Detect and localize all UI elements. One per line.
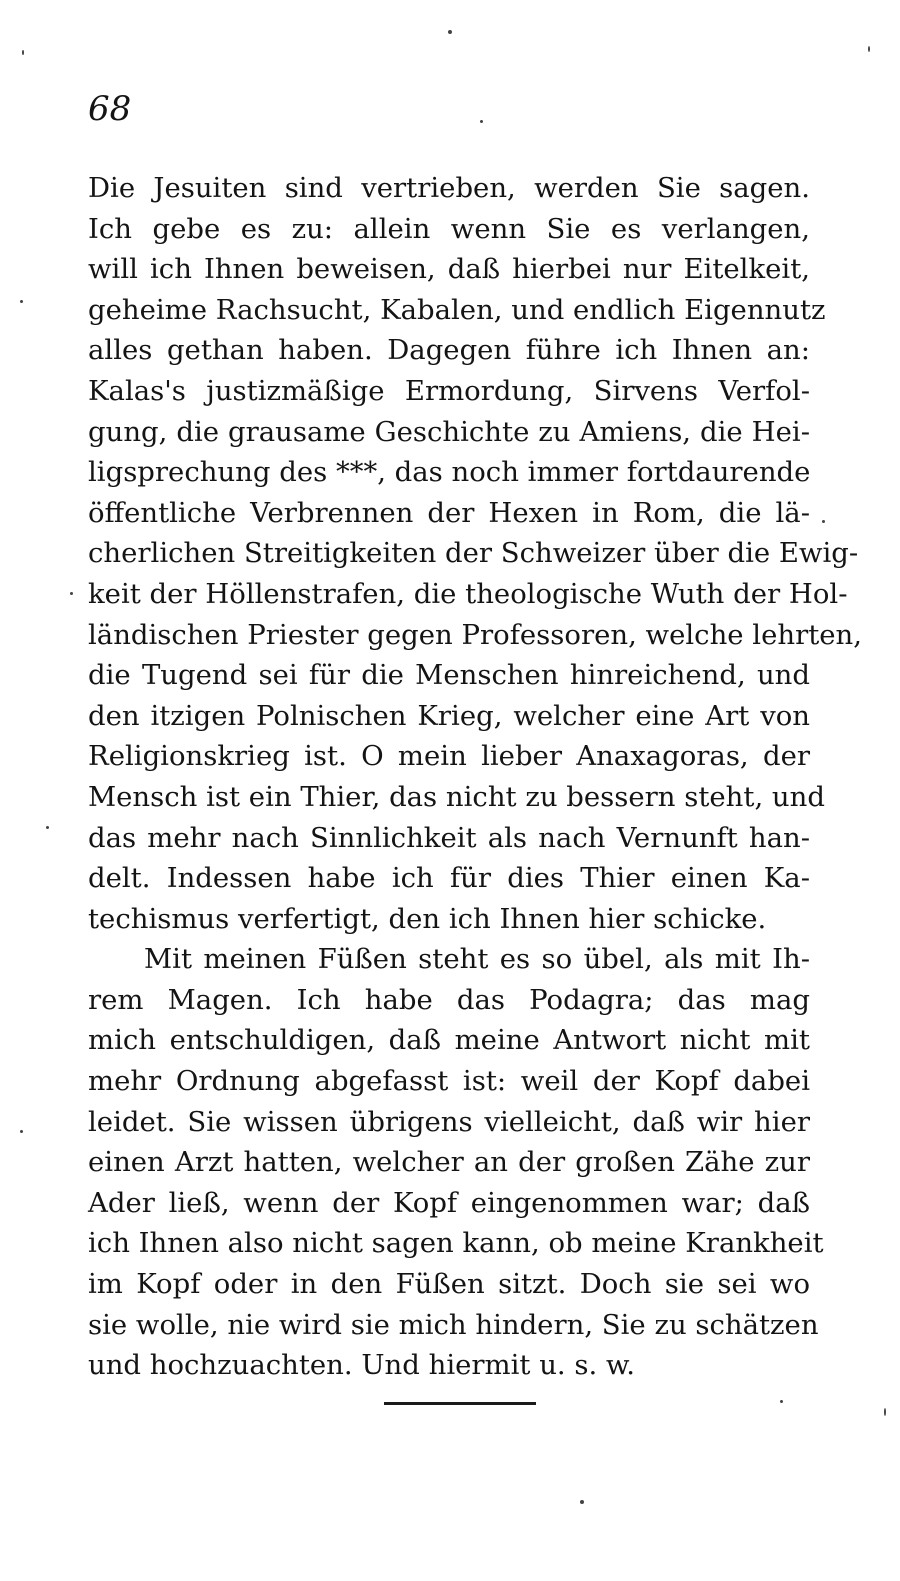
scan-speck — [868, 46, 870, 52]
scan-speck — [20, 1130, 23, 1133]
text-line: Die Jesuiten sind vertrieben, werden Sie sagen. — [88, 172, 810, 204]
text-line: öffentliche Verbrennen der Hexen in Rom, die lä- — [88, 496, 810, 529]
text-line: Ich gebe es zu: allein wenn Sie es verlangen, — [88, 212, 810, 245]
text-line: den itzigen Polnischen Krieg, welcher eine Art von — [88, 699, 810, 732]
text-line: geheime Rachsucht, Kabalen, und endlich Eigennutz — [88, 293, 826, 326]
text-line: ich Ihnen also nicht sagen kann, ob meine Krankheit — [88, 1227, 824, 1260]
text-line: sie wolle, nie wird sie mich hindern, Sie zu schätzen — [88, 1308, 819, 1341]
scan-speck — [580, 1500, 584, 1504]
page-number: 68 — [88, 89, 132, 129]
text-line: und hochzuachten. Und hiermit u. s. w. — [88, 1349, 636, 1382]
scan-speck — [480, 120, 483, 123]
text-line: gung, die grausame Geschichte zu Amiens, die Hei- — [88, 415, 810, 448]
text-line: im Kopf oder in den Füßen sitzt. Doch sie sei wo — [88, 1268, 810, 1301]
text-line: Mit meinen Füßen steht es so übel, als mit Ih- — [144, 943, 810, 976]
paragraph — [88, 168, 863, 939]
text-line: mich entschuldigen, daß meine Antwort nicht mit — [88, 1024, 810, 1057]
scan-speck — [822, 520, 825, 523]
scan-speck — [20, 300, 23, 303]
text-line: mehr Ordnung abgefasst ist: weil der Kopf dabei — [88, 1065, 810, 1098]
text-line: ligsprechung des ***, das noch immer fortdaurende — [88, 456, 811, 489]
text-line: will ich Ihnen beweisen, daß hierbei nur Eitelkeit, — [88, 253, 810, 286]
scan-speck — [780, 1400, 783, 1403]
text-line: delt. Indessen habe ich für dies Thier einen Ka- — [88, 862, 810, 895]
scan-speck — [46, 826, 49, 829]
text-line: rem Magen. Ich habe das Podagra; das mag — [88, 983, 810, 1016]
paragraph — [88, 939, 824, 1386]
closing-rule — [384, 1402, 536, 1405]
scan-speck — [70, 592, 73, 595]
text-line: cherlichen Streitigkeiten der Schweizer über die Ewig- — [88, 537, 859, 570]
text-line: keit der Höllenstrafen, die theologische Wuth der Hol- — [88, 577, 848, 610]
text-line: Mensch ist ein Thier, das nicht zu bessern steht, und — [88, 780, 825, 813]
text-line: Kalas's justizmäßige Ermordung, Sirvens Verfol- — [88, 374, 810, 407]
text-line: das mehr nach Sinnlichkeit als nach Vernunft han- — [88, 821, 810, 854]
scan-speck — [448, 30, 452, 34]
text-line: ländischen Priester gegen Professoren, welche lehrten, — [88, 618, 863, 651]
text-line: die Tugend sei für die Menschen hinreichend, und — [88, 659, 810, 692]
text-line: Ader ließ, wenn der Kopf eingenommen war; daß — [88, 1186, 810, 1219]
scan-speck — [884, 1408, 886, 1416]
text-line: einen Arzt hatten, welcher an der großen Zähe zur — [88, 1146, 810, 1179]
text-line: Religionskrieg ist. O mein lieber Anaxagoras, der — [88, 740, 810, 773]
text-line: alles gethan haben. Dagegen führe ich Ihnen an: — [88, 334, 810, 367]
text-line: techismus verfertigt, den ich Ihnen hier schicke. — [88, 902, 767, 935]
text-line: leidet. Sie wissen übrigens vielleicht, daß wir hier — [88, 1105, 810, 1138]
scan-speck — [22, 50, 24, 55]
body-text — [88, 168, 863, 1386]
